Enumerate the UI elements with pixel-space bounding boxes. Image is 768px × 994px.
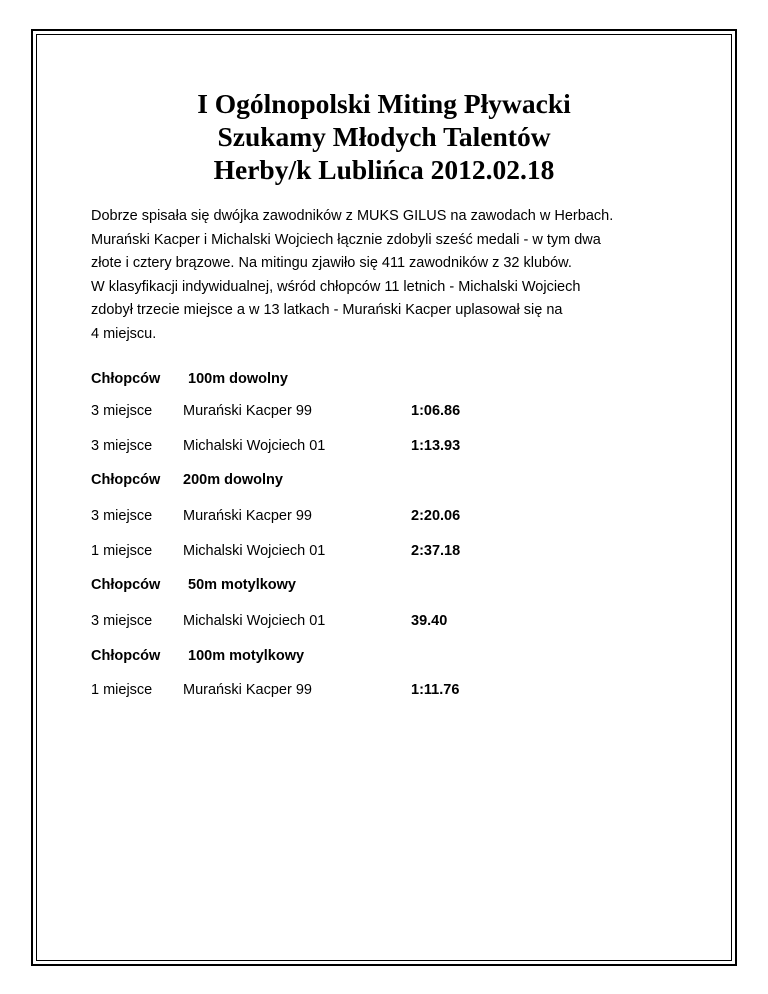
intro-line: Murański Kacper i Michalski Wojciech łącznie zdobyli sześć medali - w tym dwa <box>91 231 601 248</box>
result-place: 3 miejsce <box>91 438 153 454</box>
result-time: 39.40 <box>411 613 448 629</box>
result-place: 1 miejsce <box>91 682 153 698</box>
result-time: 1:13.93 <box>411 438 461 454</box>
intro-line: 4 miejscu. <box>91 325 157 342</box>
title-line-2: Szukamy Młodych Talentów <box>217 121 551 152</box>
event-name: 50m motylkowy <box>188 577 296 593</box>
intro-line: W klasyfikacji indywidualnej, wśród chłopców 11 letnich - Michalski Wojciech <box>91 278 581 295</box>
intro-line: złote i cztery brązowe. Na mitingu zjawiło się 411 zawodników z 32 klubów. <box>91 255 572 272</box>
result-name: Michalski Wojciech 01 <box>183 438 326 454</box>
result-time: 1:11.76 <box>411 682 460 698</box>
event-category: Chłopców <box>91 648 161 664</box>
document-title <box>0 87 768 186</box>
title-line-3: Herby/k Lublińca 2012.02.18 <box>213 154 555 185</box>
event-category: Chłopców <box>91 577 161 593</box>
result-place: 1 miejsce <box>91 543 153 559</box>
result-name: Murański Kacper 99 <box>183 508 312 524</box>
result-place: 3 miejsce <box>91 613 153 629</box>
result-time: 2:20.06 <box>411 508 461 524</box>
result-place: 3 miejsce <box>91 508 153 524</box>
intro-paragraph <box>91 205 691 347</box>
title-line-1: I Ogólnopolski Miting Pływacki <box>197 88 571 119</box>
event-name: 100m dowolny <box>188 371 288 387</box>
intro-line: zdobył trzecie miejsce a w 13 latkach - Murański Kacper uplasował się na <box>91 302 563 319</box>
event-category: Chłopców <box>91 371 161 387</box>
result-name: Murański Kacper 99 <box>183 403 312 419</box>
result-time: 2:37.18 <box>411 543 461 559</box>
result-name: Murański Kacper 99 <box>183 682 312 698</box>
intro-line: Dobrze spisała się dwójka zawodników z MUKS GILUS na zawodach w Herbach. <box>91 208 614 224</box>
event-name: 100m motylkowy <box>188 648 305 664</box>
result-place: 3 miejsce <box>91 403 153 419</box>
result-name: Michalski Wojciech 01 <box>183 613 326 629</box>
result-name: Michalski Wojciech 01 <box>183 543 326 559</box>
event-name: 200m dowolny <box>183 472 283 488</box>
result-time: 1:06.86 <box>411 403 461 419</box>
event-category: Chłopców <box>91 472 161 488</box>
